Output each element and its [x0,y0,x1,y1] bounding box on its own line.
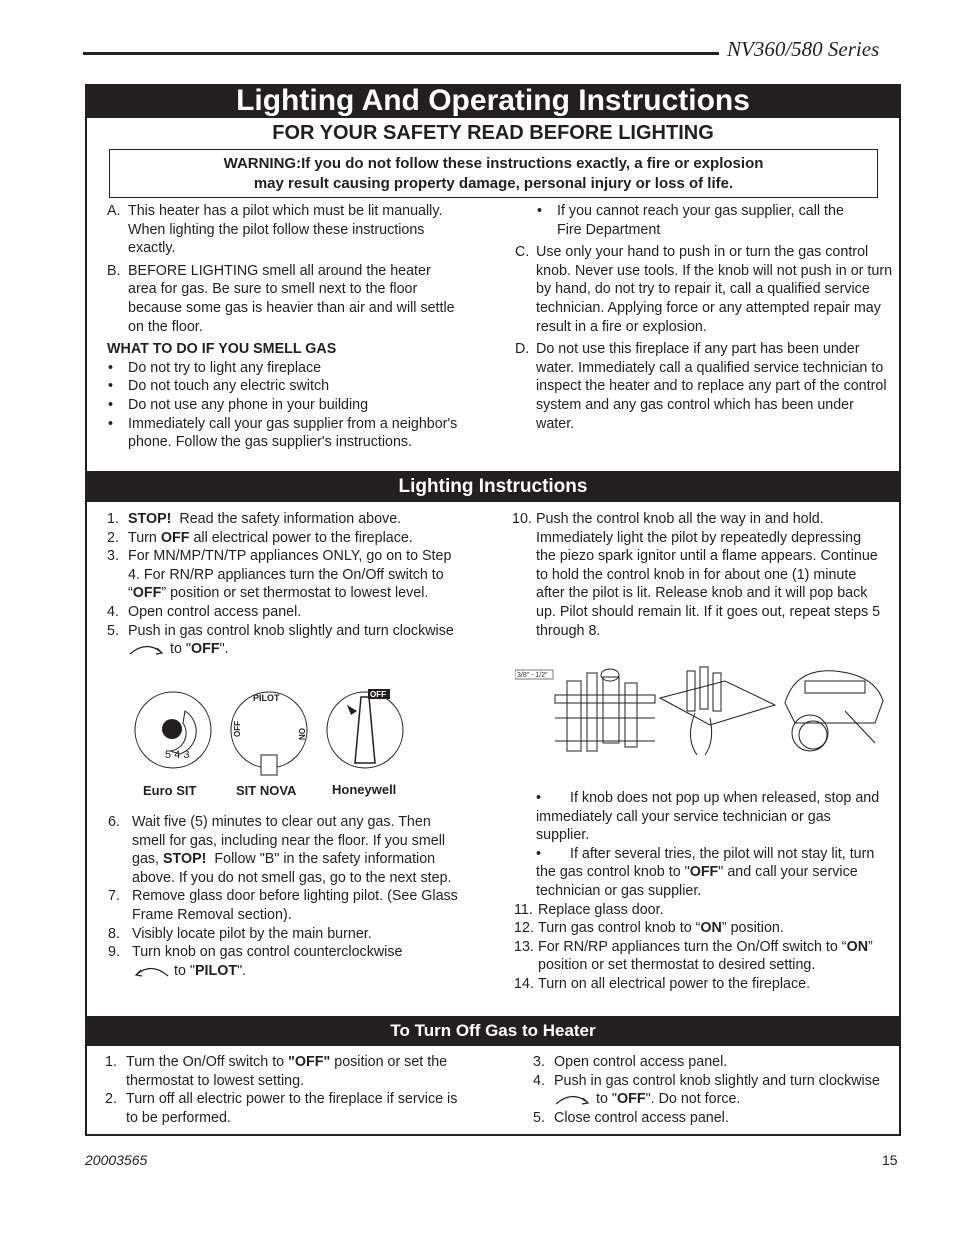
safety-item-d: D. Do not use this fireplace if any part has been under water. Immediately call a qualified service technician to inspect the heater and to replace any part of the control system and any gas control which has been under water. [515,341,887,432]
svg-text:OFF: OFF [370,690,386,699]
svg-text:PILOT: PILOT [253,693,280,703]
step-2: 2. Turn OFF all electrical power to the fireplace. [107,529,413,546]
step-6: 6. Wait five (5) minutes to clear out any gas. Then smell for gas, including near the floor. If you smell gas, STOP! Follow "B" in the safety information above. If you do not smell gas, go to the next step. [108,814,452,886]
svg-text:5 4 3: 5 4 3 [165,749,190,761]
euro-sit-caption: Euro SIT [143,783,197,798]
step-13: 13. For RN/RP appliances turn the On/Off switch to “ON” position or set thermostat to desired setting. [514,938,873,974]
safety-left-column [107,202,462,452]
warning-box [109,149,878,198]
pilot-thermocouple-diagram [785,671,883,751]
step-10: 10. Push the control knob all the way in and hold. Immediately light the pilot by repeatedly depressing the piezo spark ignitor until a flame appears. Continue to hold the control knob in for about one (1) minute after the pilot is lit. Release knob and it will pop back up. Pilot should remain lit. If it goes out, repeat steps 5 through 8. [512,511,881,639]
step-3: 3. For MN/MP/TN/TP appliances ONLY, go on to Step 4. For RN/RP appliances turn the On/Off switch to “OFF” position or set thermostat to lowest level. [107,548,452,602]
turnoff-heading: To Turn Off Gas to Heater [85,1016,901,1046]
pilot-assembly-diagrams [515,663,890,758]
counterclockwise-arrow-icon [132,964,170,978]
sit-nova-knob-diagram [231,692,307,775]
turnoff-right-column [533,1053,888,1127]
turnoff-step-1: 1. Turn the On/Off switch to "OFF" position or set the thermostat to lowest setting. [105,1054,448,1089]
knob-bullet-1: • If knob does not pop up when released, stop and immediately call your service technician or gas supplier. [536,790,880,844]
smell-gas-heading: WHAT TO DO IF YOU SMELL GAS [107,341,337,358]
turnoff-step-5: 5. Close control access panel. [533,1109,729,1126]
safety-heading: FOR YOUR SAFETY READ BEFORE LIGHTING [272,122,714,144]
honeywell-caption: Honeywell [332,782,397,797]
svg-text:OFF: OFF [233,721,242,737]
lighting-left-top [107,510,457,659]
turnoff-left-column [105,1053,465,1127]
step-1: 1. STOP! Read the safety information above. [107,511,402,527]
step-14: 14. Turn on all electrical power to the fireplace. [514,975,811,992]
safety-item-a: A. This heater has a pilot which must be lit manually. When lighting the pilot follow these instructions exactly. [107,203,443,257]
step-4: 4. Open control access panel. [107,603,302,620]
warning-line-2: may result causing property damage, personal injury or loss of life. [253,175,734,192]
clockwise-arrow-icon [554,1092,592,1106]
safety-item-b: B. BEFORE LIGHTING smell all around the heater area for gas. Be sure to smell next to the floor because some gas is heavier than air and will settle on the floor. [107,262,455,335]
pilot-burner-diagram [660,667,775,755]
step-12: 12. Turn gas control knob to “ON” position. [514,920,784,937]
lighting-heading: Lighting Instructions [85,471,901,502]
smell-bullet: • Immediately call your gas supplier from a neighbor's phone. Follow the gas supplier's instructions. [108,415,458,451]
pilot-gap-diagram [515,669,655,751]
turnoff-step-4: 4. Push in gas control knob slightly and turn clockwise to "OFF". Do not force. [533,1072,880,1108]
step-5: 5. Push in gas control knob slightly and turn clockwise to "OFF". [107,622,454,658]
step-11: 11. Replace glass door. [514,901,664,918]
sit-nova-caption: SIT NOVA [236,783,297,798]
svg-text:ON: ON [297,728,306,740]
svg-text:3/8" - 1/2": 3/8" - 1/2" [517,672,548,679]
page-title: Lighting And Operating Instructions [85,84,901,118]
euro-sit-knob-diagram [135,692,211,768]
smell-bullet: • Do not touch any electric switch [108,378,330,395]
page-number: 15 [882,1152,898,1168]
step-8: 8. Visibly locate pilot by the main burner. [108,925,372,942]
lighting-left-bottom [108,813,463,980]
clockwise-arrow-icon [128,642,166,656]
header-rule [83,52,719,55]
doc-number: 20003565 [85,1152,148,1168]
honeywell-knob-diagram [327,689,403,768]
knob-diagrams [125,683,415,778]
lighting-right-top [512,510,882,640]
knob-bullet-2: • If after several tries, the pilot will not stay lit, turn the gas control knob to "OFF" and call your service technician or gas supplier. [536,845,875,899]
smell-bullet: • If you cannot reach your gas supplier, call the Fire Department [537,203,844,238]
safety-item-c: C. Use only your hand to push in or turn the gas control knob. Never use tools. If the knob will not push in or turn by hand, do not try to repair it, call a qualified service technician. Applying force or any attempted repair may result in a fire or explosion. [515,244,893,335]
warning-line-1: WARNING:If you do not follow these instructions exactly, a fire or explosion [223,155,764,172]
turnoff-step-3: 3. Open control access panel. [533,1054,728,1070]
step-9: 9. Turn knob on gas control counterclockwise to "PILOT". [108,944,403,979]
series-label: NV360/580 Series [727,37,880,61]
smell-bullet: • Do not use any phone in your building [108,396,369,413]
safety-right-column [515,202,895,437]
step-7: 7. Remove glass door before lighting pilot. (See Glass Frame Removal section). [108,888,458,923]
lighting-right-bottom [514,789,884,994]
turnoff-step-2: 2. Turn off all electric power to the fireplace if service is to be performed. [105,1091,458,1126]
smell-bullet: • Do not try to light any fireplace [108,359,322,376]
